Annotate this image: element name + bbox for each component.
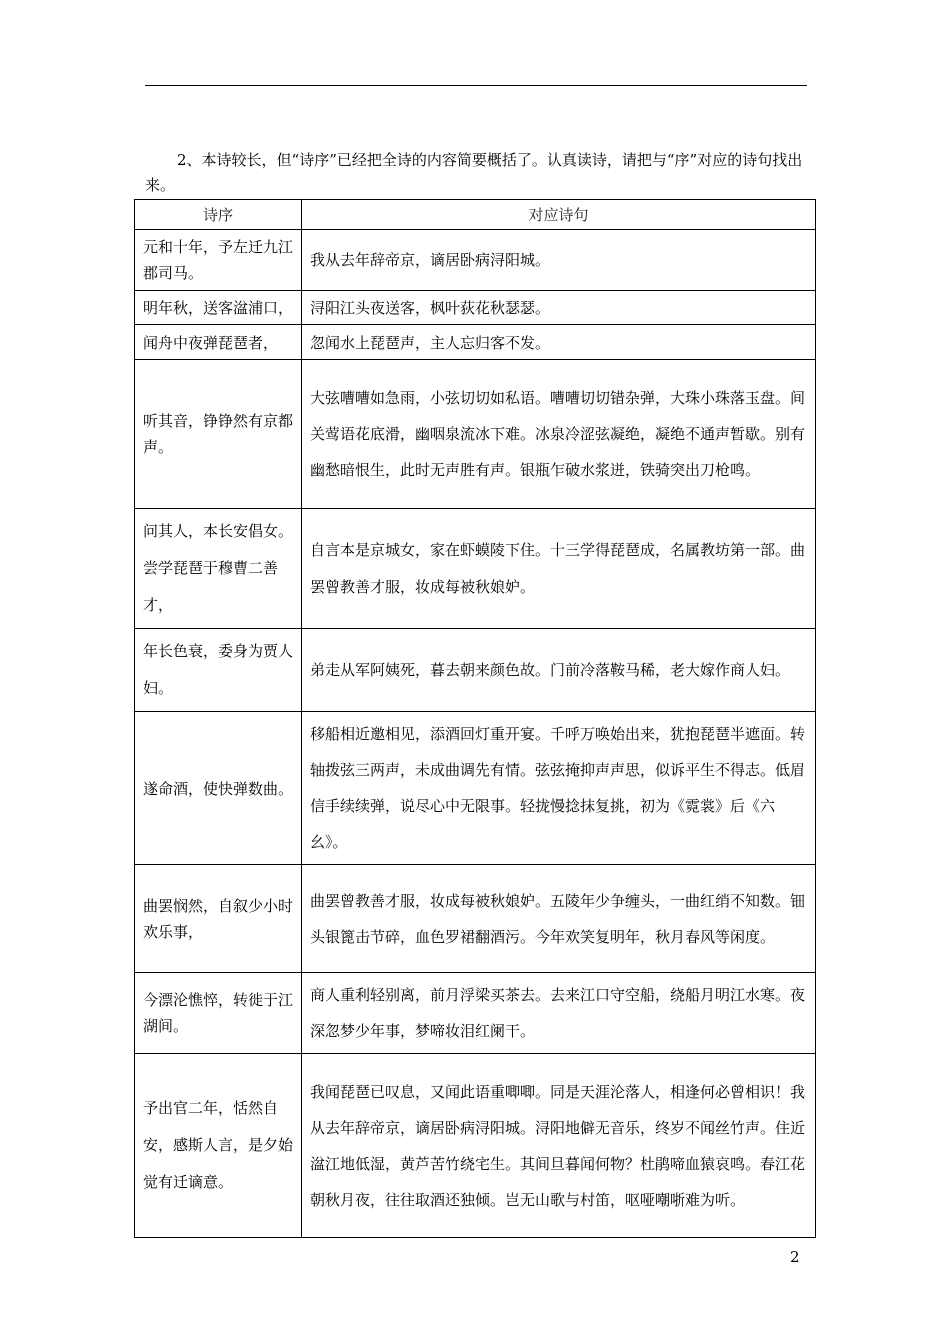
table-header-row [135, 200, 816, 230]
page-number: 2 [790, 1248, 800, 1266]
preface-cell: 问其人，本长安倡女。尝学琵琶于穆曹二善才， [135, 509, 302, 629]
preface-cell: 年长色衰，委身为贾人妇。 [135, 629, 302, 712]
lines-cell: 曲罢曾教善才服，妆成每被秋娘妒。五陵年少争缠头，一曲红绡不知数。钿头银篦击节碎，血色罗裙翻酒污。今年欢笑复明年，秋月春风等闲度。 [302, 865, 816, 973]
table-row [135, 291, 816, 325]
preface-cell: 予出官二年，恬然自安，感斯人言，是夕始觉有迁谪意。 [135, 1054, 302, 1238]
lines-cell: 浔阳江头夜送客，枫叶荻花秋瑟瑟。 [302, 291, 816, 325]
preface-cell: 明年秋，送客湓浦口， [135, 291, 302, 325]
lines-cell: 大弦嘈嘈如急雨，小弦切切如私语。嘈嘈切切错杂弹，大珠小珠落玉盘。间关莺语花底滑，幽咽泉流冰下难。冰泉冷涩弦凝绝，凝绝不通声暂歇。别有幽愁暗恨生，此时无声胜有声。银瓶乍破水浆迸，铁骑突出刀枪鸣。 [302, 360, 816, 509]
lines-cell: 我闻琵琶已叹息，又闻此语重唧唧。同是天涯沦落人，相逢何必曾相识！我从去年辞帝京，谪居卧病浔阳城。浔阳地僻无音乐，终岁不闻丝竹声。住近湓江地低湿，黄芦苦竹绕宅生。其间旦暮闻何物？杜鹃啼血猿哀鸣。春江花朝秋月夜，往往取酒还独倾。岂无山歌与村笛，呕哑嘲哳难为听。 [302, 1054, 816, 1238]
preface-cell: 听其音，铮铮然有京都声。 [135, 360, 302, 509]
header-rule [145, 85, 807, 86]
table-row [135, 629, 816, 712]
preface-cell: 闻舟中夜弹琵琶者， [135, 325, 302, 360]
lines-cell: 移船相近邀相见，添酒回灯重开宴。千呼万唤始出来，犹抱琵琶半遮面。转轴拨弦三两声，未成曲调先有情。弦弦掩抑声声思，似诉平生不得志。低眉信手续续弹，说尽心中无限事。轻拢慢捻抹复挑，初为《霓裳》后《六幺》。 [302, 712, 816, 865]
table-row [135, 325, 816, 360]
preface-correspondence-table [134, 199, 816, 1238]
header-lines: 对应诗句 [302, 200, 816, 230]
preface-cell: 遂命酒，使快弹数曲。 [135, 712, 302, 865]
table-row [135, 360, 816, 509]
question-text: 2、本诗较长，但“诗序”已经把全诗的内容简要概括了。认真读诗，请把与“序”对应的诗句找出来。 [145, 151, 803, 194]
header-preface: 诗序 [135, 200, 302, 230]
table-row [135, 712, 816, 865]
lines-cell: 自言本是京城女，家在虾蟆陵下住。十三学得琵琶成，名属教坊第一部。曲罢曾教善才服，妆成每被秋娘妒。 [302, 509, 816, 629]
lines-cell: 商人重利轻别离，前月浮梁买茶去。去来江口守空船，绕船月明江水寒。夜深忽梦少年事，梦啼妆泪红阑干。 [302, 973, 816, 1054]
lines-cell: 我从去年辞帝京，谪居卧病浔阳城。 [302, 230, 816, 291]
lines-cell: 弟走从军阿姨死，暮去朝来颜色故。门前冷落鞍马稀，老大嫁作商人妇。 [302, 629, 816, 712]
preface-cell: 今漂沦憔悴，转徙于江湖间。 [135, 973, 302, 1054]
preface-cell: 曲罢悯然，自叙少小时欢乐事， [135, 865, 302, 973]
table-row [135, 973, 816, 1054]
table-row [135, 509, 816, 629]
table-row [135, 865, 816, 973]
table-row [135, 230, 816, 291]
preface-cell: 元和十年，予左迁九江郡司马。 [135, 230, 302, 291]
lines-cell: 忽闻水上琵琶声，主人忘归客不发。 [302, 325, 816, 360]
table-row [135, 1054, 816, 1238]
